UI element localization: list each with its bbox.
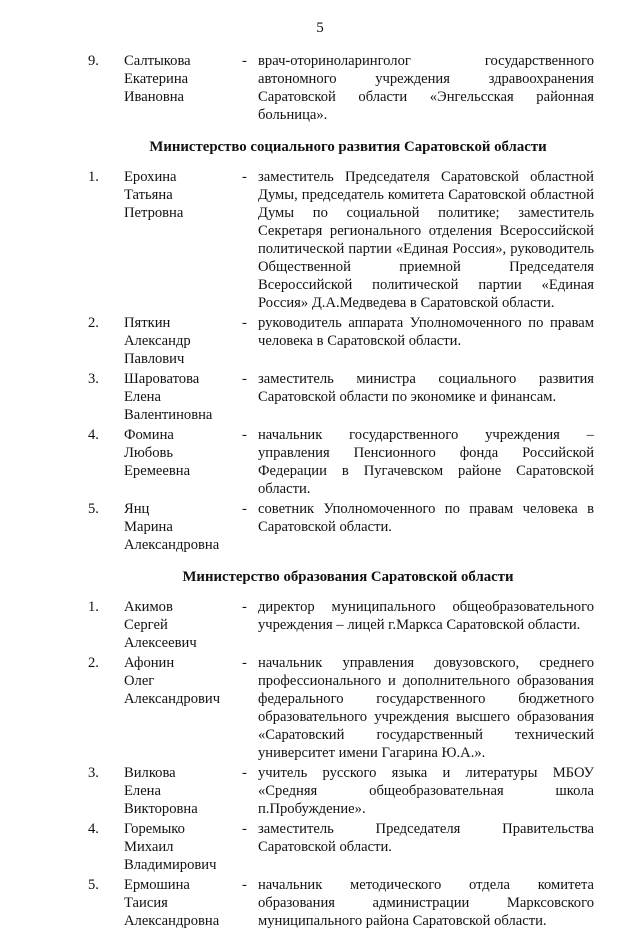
person-name-line: Елена bbox=[124, 389, 161, 405]
section-heading: Министерство образования Саратовской области bbox=[182, 569, 514, 585]
item-number: 1. bbox=[88, 599, 99, 615]
person-name-line: Пяткин bbox=[124, 315, 171, 331]
dash-separator: - bbox=[242, 53, 247, 69]
list-item bbox=[88, 500, 594, 554]
item-number: 4. bbox=[88, 821, 99, 837]
list-item bbox=[88, 820, 594, 874]
person-name-line: Янц bbox=[124, 501, 150, 517]
person-name-line: Александрович bbox=[124, 691, 221, 707]
position-description: заместитель министра социального развития Саратовской области по экономике и финансам. bbox=[258, 371, 594, 405]
person-name-line: Вилкова bbox=[124, 765, 176, 781]
item-number: 5. bbox=[88, 501, 99, 517]
person-name bbox=[124, 598, 242, 652]
person-name-line: Алексеевич bbox=[124, 635, 197, 651]
dash-separator: - bbox=[242, 169, 247, 185]
position-description: начальник методического отдела комитета образования администрации Марксовского муниципального района Саратовской области. bbox=[258, 877, 594, 929]
person-name-line: Викторовна bbox=[124, 801, 198, 817]
person-name-line: Афонин bbox=[124, 655, 175, 671]
dash-separator: - bbox=[242, 371, 247, 387]
dash-separator: - bbox=[242, 821, 247, 837]
person-name-line: Марина bbox=[124, 519, 173, 535]
person-name bbox=[124, 764, 242, 818]
item-number: 4. bbox=[88, 427, 99, 443]
person-name-line: Елена bbox=[124, 783, 161, 799]
person-name-line: Любовь bbox=[124, 445, 174, 461]
list-item bbox=[88, 598, 594, 652]
person-name-line: Еремеевна bbox=[124, 463, 191, 479]
person-name-line: Сергей bbox=[124, 617, 168, 633]
person-name bbox=[124, 370, 242, 424]
list-item bbox=[88, 876, 594, 930]
dash-separator: - bbox=[242, 427, 247, 443]
person-name-line: Александр bbox=[124, 333, 191, 349]
person-name-line: Ивановна bbox=[124, 89, 184, 105]
item-number: 3. bbox=[88, 371, 99, 387]
item-number: 9. bbox=[88, 53, 99, 69]
person-name bbox=[124, 168, 242, 312]
list-item bbox=[88, 426, 594, 498]
person-name bbox=[124, 52, 242, 124]
person-name bbox=[124, 314, 242, 368]
person-name-line: Александровна bbox=[124, 913, 220, 929]
person-name-line: Шароватова bbox=[124, 371, 200, 387]
position-description: начальник управления довузовского, среднего профессионального и дополнительного образования федерального государственного бюджетного образовательного учреждения высшего образования «Саратовский государственный технический университет имени Гагарина Ю.А.». bbox=[258, 655, 594, 761]
person-name bbox=[124, 500, 242, 554]
item-number: 5. bbox=[88, 877, 99, 893]
position-description: руководитель аппарата Уполномоченного по правам человека в Саратовской области. bbox=[258, 315, 594, 349]
person-name-line: Салтыкова bbox=[124, 53, 191, 69]
page-number: 5 bbox=[316, 20, 324, 36]
person-name bbox=[124, 876, 242, 930]
position-description: директор муниципального общеобразовательного учреждения – лицей г.Маркса Саратовской области. bbox=[258, 599, 594, 633]
person-name bbox=[124, 426, 242, 498]
person-name-line: Акимов bbox=[124, 599, 173, 615]
item-number: 2. bbox=[88, 655, 99, 671]
person-name-line: Александровна bbox=[124, 537, 220, 553]
item-number: 2. bbox=[88, 315, 99, 331]
dash-separator: - bbox=[242, 655, 247, 671]
item-number: 1. bbox=[88, 169, 99, 185]
dash-separator: - bbox=[242, 765, 247, 781]
list-item bbox=[88, 370, 594, 424]
person-name-line: Таисия bbox=[124, 895, 168, 911]
document-body bbox=[88, 52, 594, 932]
position-description: заместитель Председателя Саратовской областной Думы, председатель комитета Саратовской областной Думы по социальной политике; заместитель Секретаря регионального отделения Всероссийской политической партии «Единая Россия», руководитель Общественной приемной Председателя Всероссийской политической партии «Единая Россия» Д.А.Медведева в Саратовской области. bbox=[258, 169, 594, 311]
position-description: советник Уполномоченного по правам человека в Саратовской области. bbox=[258, 501, 594, 535]
person-name-line: Олег bbox=[124, 673, 155, 689]
person-name bbox=[124, 654, 242, 762]
list-item bbox=[88, 168, 594, 312]
section-heading: Министерство социального развития Саратовской области bbox=[149, 139, 547, 155]
dash-separator: - bbox=[242, 599, 247, 615]
person-name-line: Фомина bbox=[124, 427, 174, 443]
person-name-line: Петровна bbox=[124, 205, 184, 221]
list-item bbox=[88, 764, 594, 818]
person-name bbox=[124, 820, 242, 874]
position-description: заместитель Председателя Правительства Саратовской области. bbox=[258, 821, 594, 855]
person-name-line: Татьяна bbox=[124, 187, 173, 203]
list-item bbox=[88, 654, 594, 762]
position-description: учитель русского языка и литературы МБОУ «Средняя общеобразовательная школа п.Пробуждение». bbox=[258, 765, 594, 817]
person-name-line: Валентиновна bbox=[124, 407, 213, 423]
person-name-line: Владимирович bbox=[124, 857, 217, 873]
person-name-line: Михаил bbox=[124, 839, 174, 855]
dash-separator: - bbox=[242, 315, 247, 331]
dash-separator: - bbox=[242, 501, 247, 517]
list-item bbox=[88, 314, 594, 368]
person-name-line: Екатерина bbox=[124, 71, 189, 87]
person-name-line: Ермошина bbox=[124, 877, 190, 893]
list-item bbox=[88, 52, 594, 124]
person-name-line: Горемыко bbox=[124, 821, 185, 837]
item-number: 3. bbox=[88, 765, 99, 781]
position-description: начальник государственного учреждения – управления Пенсионного фонда Российской Федерации в Пугачевском районе Саратовской области. bbox=[258, 427, 594, 497]
person-name-line: Ерохина bbox=[124, 169, 177, 185]
position-description: врач-оториноларинголог государственного автономного учреждения здравоохранения Саратовской области «Энгельсская районная больница». bbox=[258, 53, 594, 123]
person-name-line: Павлович bbox=[124, 351, 185, 367]
dash-separator: - bbox=[242, 877, 247, 893]
